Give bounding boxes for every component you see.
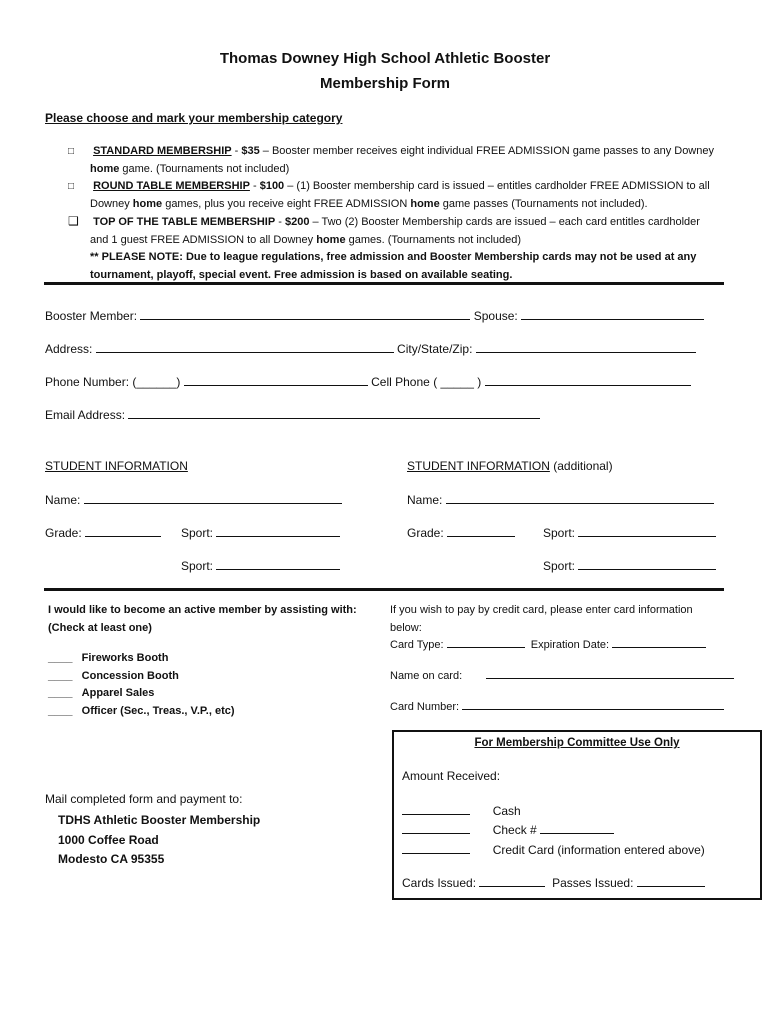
student2-name-label: Name:: [407, 493, 443, 507]
city-state-zip-field[interactable]: [476, 340, 696, 353]
mail-address-line1: TDHS Athletic Booster Membership: [58, 813, 261, 827]
volunteer-option-label: Fireworks Booth: [81, 652, 169, 664]
volunteer-blank[interactable]: ____: [48, 704, 73, 717]
round-table-desc-b2: games, plus you receive eight FREE ADMISSION: [162, 197, 411, 210]
student2-sport1-row: [543, 524, 716, 540]
name-on-card-row: [390, 668, 734, 682]
volunteer-options: [48, 650, 235, 720]
volunteer-option-label: Concession Booth: [81, 669, 179, 682]
top-table-desc-b1: and 1 guest FREE ADMISSION to all Downey: [90, 233, 317, 246]
credit-card-row: [402, 841, 705, 857]
student1-sport1-field[interactable]: [216, 524, 340, 537]
volunteer-option-apparel[interactable]: [48, 685, 235, 703]
address-row: [45, 340, 696, 356]
passes-issued-label: Passes Issued:: [552, 876, 634, 890]
student-info-additional-suffix: (additional): [549, 459, 613, 473]
section-divider-top: [44, 282, 724, 285]
student1-sport1-row: [181, 524, 340, 540]
spouse-label: Spouse:: [473, 309, 518, 323]
credit-card-intro-line1: If you wish to pay by credit card, please enter card information: [390, 604, 693, 616]
city-state-zip-label: City/State/Zip:: [397, 342, 473, 356]
student1-sport2-field[interactable]: [216, 557, 340, 570]
volunteer-option-concession[interactable]: [48, 668, 235, 686]
volunteer-blank[interactable]: ____: [48, 687, 73, 699]
volunteer-subheading: (Check at least one): [48, 622, 152, 634]
mail-address-line3: Modesto CA 95355: [58, 852, 165, 866]
round-table-desc-b3: game passes (Tournaments not included).: [439, 197, 648, 210]
issued-row: [402, 874, 705, 890]
form-title-line1: Thomas Downey High School Athletic Booster: [219, 50, 551, 67]
round-table-sep: -: [249, 180, 260, 192]
cell-area-code[interactable]: ( _____ ): [433, 375, 482, 389]
student1-grade-row: [45, 524, 161, 540]
student1-grade-label: Grade:: [45, 526, 82, 540]
student2-sport2-row: [543, 557, 716, 573]
check-amount-field[interactable]: [402, 821, 470, 834]
volunteer-blank[interactable]: ____: [48, 652, 73, 664]
round-table-desc-a: – (1) Booster membership card is issued – entitles cardholder FREE ADMISSION to all: [284, 180, 710, 192]
top-table-home: home: [316, 233, 346, 246]
cell-phone-field[interactable]: [485, 373, 691, 386]
address-label: Address:: [45, 342, 93, 356]
student2-name-row: [407, 491, 714, 507]
student2-grade-row: [407, 524, 515, 540]
standard-home: home: [90, 162, 120, 175]
top-table-sep: -: [275, 216, 285, 228]
student2-grade-label: Grade:: [407, 526, 444, 540]
spouse-field[interactable]: [521, 307, 704, 320]
name-on-card-label: Name on card:: [390, 670, 463, 682]
standard-price: $35: [241, 145, 260, 157]
student-info-additional-title: STUDENT INFORMATION: [407, 459, 550, 473]
student1-sport2-row: [181, 557, 340, 573]
cash-row: [402, 802, 521, 818]
top-table-name: TOP OF THE TABLE MEMBERSHIP: [93, 216, 276, 228]
category-instruction: Please choose and mark your membership category: [45, 111, 343, 125]
round-table-home2: home: [410, 197, 440, 210]
volunteer-option-officer[interactable]: [48, 703, 235, 721]
top-table-checkbox[interactable]: ❑: [68, 214, 79, 228]
card-type-field[interactable]: [447, 637, 525, 648]
round-table-home1: home: [132, 197, 163, 210]
standard-desc-b: game. (Tournaments not included): [119, 162, 290, 175]
standard-desc-a: – Booster member receives eight individual FREE ADMISSION game passes to any Downey: [259, 145, 714, 157]
volunteer-blank[interactable]: ____: [48, 669, 73, 682]
student1-sport2-label: Sport:: [181, 559, 214, 573]
standard-checkbox[interactable]: □: [68, 146, 75, 157]
check-number-field[interactable]: [540, 821, 614, 834]
student-info-additional-heading: [407, 459, 613, 473]
student1-name-field[interactable]: [84, 491, 342, 504]
card-type-label: Card Type:: [390, 639, 444, 651]
phone-area-code[interactable]: (______): [132, 375, 181, 389]
phone-field[interactable]: [184, 373, 368, 386]
section-divider-bottom: [44, 588, 724, 591]
card-number-row: [390, 699, 724, 713]
student2-sport2-field[interactable]: [578, 557, 716, 570]
standard-name: STANDARD MEMBERSHIP: [93, 145, 232, 157]
expiration-date-field[interactable]: [612, 637, 706, 648]
student1-sport1-label: Sport:: [181, 526, 214, 540]
note-line2: tournament, playoff, special event. Free admission is based on available seating.: [90, 268, 513, 281]
check-label: Check #: [492, 823, 537, 837]
volunteer-option-label: Apparel Sales: [81, 687, 155, 699]
student2-sport1-label: Sport:: [543, 526, 576, 540]
student1-grade-field[interactable]: [85, 524, 161, 537]
top-table-desc-b2: games. (Tournaments not included): [345, 233, 522, 246]
check-row: [402, 821, 614, 837]
committee-title: For Membership Committee Use Only: [474, 737, 680, 749]
email-row: [45, 406, 540, 422]
standard-sep: -: [231, 145, 242, 157]
email-label: Email Address:: [45, 408, 126, 422]
name-on-card-field[interactable]: [486, 668, 734, 679]
student1-name-label: Name:: [45, 493, 81, 507]
cash-field[interactable]: [402, 802, 470, 815]
student2-sport2-label: Sport:: [543, 559, 576, 573]
credit-card-label: Credit Card (information entered above): [492, 843, 705, 857]
top-table-price: $200: [284, 216, 310, 228]
student2-sport1-field[interactable]: [578, 524, 716, 537]
credit-card-intro-line2: below:: [390, 622, 422, 634]
email-field[interactable]: [128, 406, 540, 419]
category-standard: [68, 143, 748, 284]
cards-issued-label: Cards Issued:: [402, 876, 477, 890]
mail-address: [58, 811, 260, 870]
form-title-line2: Membership Form: [319, 75, 451, 92]
round-table-desc-b1: Downey: [90, 197, 133, 210]
student1-name-row: [45, 491, 342, 507]
address-field[interactable]: [96, 340, 394, 353]
card-type-row: [390, 637, 706, 651]
booster-member-row: [45, 307, 704, 323]
credit-card-amount-field[interactable]: [402, 841, 470, 854]
phone-label: Phone Number:: [45, 375, 130, 389]
volunteer-heading: I would like to become an active member by assisting with:: [48, 604, 357, 616]
student2-grade-field[interactable]: [447, 524, 515, 537]
volunteer-option-fireworks[interactable]: [48, 650, 235, 668]
mail-address-line2: 1000 Coffee Road: [58, 832, 159, 847]
student-info-heading: STUDENT INFORMATION: [45, 459, 188, 473]
amount-received-label: Amount Received:: [402, 769, 501, 783]
round-table-price: $100: [259, 180, 285, 192]
card-number-field[interactable]: [462, 699, 724, 710]
volunteer-section: [48, 601, 357, 637]
expiration-date-label: Expiration Date:: [530, 639, 610, 651]
booster-member-field[interactable]: [140, 307, 470, 320]
mail-intro: Mail completed form and payment to:: [45, 792, 243, 806]
credit-card-intro: [390, 601, 693, 637]
round-table-checkbox[interactable]: □: [68, 181, 75, 192]
student2-name-field[interactable]: [446, 491, 714, 504]
note-line1: ** PLEASE NOTE: Due to league regulations, free admission and Booster Membership cards may not be used at any: [90, 251, 697, 263]
round-table-name: ROUND TABLE MEMBERSHIP: [93, 180, 250, 192]
cash-label: Cash: [492, 804, 521, 818]
cards-issued-field[interactable]: [479, 874, 545, 887]
phone-row: [45, 373, 691, 389]
booster-member-label: Booster Member:: [45, 309, 138, 323]
cell-phone-label: Cell Phone: [371, 375, 430, 389]
volunteer-option-label: Officer (Sec., Treas., V.P., etc): [81, 704, 235, 717]
top-table-desc-a: – Two (2) Booster Membership cards are issued – each card entitles cardholder: [309, 216, 700, 228]
passes-issued-field[interactable]: [637, 874, 705, 887]
card-number-label: Card Number:: [390, 701, 460, 713]
